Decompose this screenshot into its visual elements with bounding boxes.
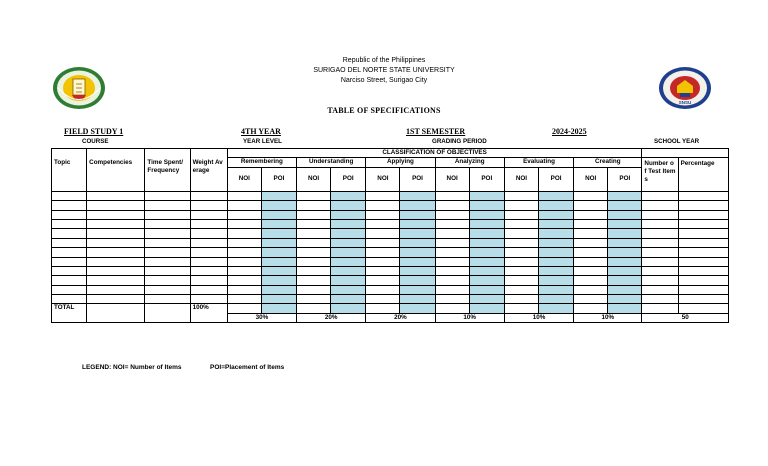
table-cell[interactable] <box>539 285 574 294</box>
table-cell[interactable] <box>331 285 366 294</box>
poi-header-applying: POI <box>400 167 435 191</box>
total-items: 50 <box>642 313 729 322</box>
table-cell[interactable] <box>261 238 296 247</box>
table-row <box>52 219 729 228</box>
table-cell[interactable] <box>435 276 469 285</box>
table-cell[interactable] <box>87 266 145 275</box>
table-cell[interactable] <box>190 210 227 219</box>
table-cell[interactable] <box>261 248 296 257</box>
school-year-label: SCHOOL YEAR <box>654 138 700 145</box>
table-cell[interactable] <box>52 238 87 247</box>
table-row <box>52 229 729 238</box>
table-cell[interactable] <box>87 210 145 219</box>
table-cell[interactable] <box>642 285 678 294</box>
total-time <box>145 304 190 323</box>
table-cell[interactable] <box>435 229 469 238</box>
table-row <box>52 266 729 275</box>
table-cell[interactable] <box>400 257 435 266</box>
table-cell[interactable] <box>297 248 331 257</box>
table-cell[interactable] <box>227 266 261 275</box>
weight-average-header: Weight Average <box>190 149 227 192</box>
table-cell[interactable] <box>190 191 227 200</box>
table-cell[interactable] <box>297 285 331 294</box>
table-cell[interactable] <box>87 229 145 238</box>
table-cell[interactable] <box>608 266 642 275</box>
table-cell[interactable] <box>297 295 331 304</box>
table-cell[interactable] <box>469 285 504 294</box>
table-cell[interactable] <box>574 248 608 257</box>
table-cell[interactable] <box>366 229 400 238</box>
table-cell[interactable] <box>608 257 642 266</box>
table-cell[interactable] <box>227 295 261 304</box>
table-cell[interactable] <box>190 201 227 210</box>
legend-noi: LEGEND: NOI= Number of Items <box>82 364 182 371</box>
total-cell <box>297 304 331 313</box>
table-cell[interactable] <box>366 276 400 285</box>
table-cell[interactable] <box>608 248 642 257</box>
poi-header-analyzing: POI <box>469 167 504 191</box>
table-cell[interactable] <box>469 276 504 285</box>
table-cell[interactable] <box>331 257 366 266</box>
year-level-label: YEAR LEVEL <box>243 138 282 145</box>
table-cell[interactable] <box>297 257 331 266</box>
table-row <box>52 276 729 285</box>
total-cell <box>504 304 538 313</box>
table-cell[interactable] <box>539 210 574 219</box>
table-cell[interactable] <box>366 219 400 228</box>
level-percent-applying: 20% <box>366 313 435 322</box>
table-cell[interactable] <box>190 276 227 285</box>
table-cell[interactable] <box>608 191 642 200</box>
table-cell[interactable] <box>469 295 504 304</box>
table-cell[interactable] <box>145 229 190 238</box>
total-cell <box>574 304 608 313</box>
table-cell[interactable] <box>642 201 678 210</box>
table-cell[interactable] <box>504 210 538 219</box>
table-cell[interactable] <box>504 191 538 200</box>
table-cell[interactable] <box>469 238 504 247</box>
total-cell <box>539 304 574 313</box>
table-cell[interactable] <box>678 285 728 294</box>
table-cell[interactable] <box>678 219 728 228</box>
table-cell[interactable] <box>261 266 296 275</box>
level-percent-creating: 10% <box>574 313 642 322</box>
table-cell[interactable] <box>261 276 296 285</box>
topic-header: Topic <box>52 149 87 192</box>
document-title: TABLE OF SPECIFICATIONS <box>327 106 441 115</box>
level-header-understanding: Understanding <box>297 158 366 167</box>
table-cell[interactable] <box>435 266 469 275</box>
table-cell[interactable] <box>539 191 574 200</box>
table-cell[interactable] <box>190 285 227 294</box>
table-cell[interactable] <box>331 276 366 285</box>
table-cell[interactable] <box>469 219 504 228</box>
table-cell[interactable] <box>297 201 331 210</box>
level-header-applying: Applying <box>366 158 435 167</box>
header-row-1 <box>52 149 729 158</box>
competencies-header: Competencies <box>87 149 145 192</box>
legend-poi: POI=Placement of Items <box>210 364 285 371</box>
table-cell[interactable] <box>297 229 331 238</box>
table-cell[interactable] <box>642 238 678 247</box>
total-row <box>52 304 729 313</box>
table-cell[interactable] <box>678 248 728 257</box>
table-cell[interactable] <box>642 191 678 200</box>
table-cell[interactable] <box>227 238 261 247</box>
table-cell[interactable] <box>574 238 608 247</box>
specification-table <box>51 148 729 323</box>
table-cell[interactable] <box>400 201 435 210</box>
table-cell[interactable] <box>297 266 331 275</box>
total-competencies <box>87 304 145 323</box>
table-cell[interactable] <box>400 295 435 304</box>
table-cell[interactable] <box>504 219 538 228</box>
table-cell[interactable] <box>435 219 469 228</box>
table-cell[interactable] <box>400 248 435 257</box>
total-label: TOTAL <box>52 304 87 323</box>
table-cell[interactable] <box>331 210 366 219</box>
table-cell[interactable] <box>261 191 296 200</box>
table-row <box>52 285 729 294</box>
table-cell[interactable] <box>574 191 608 200</box>
table-cell[interactable] <box>469 248 504 257</box>
course-label: COURSE <box>82 138 109 145</box>
table-cell[interactable] <box>87 238 145 247</box>
table-cell[interactable] <box>678 210 728 219</box>
right-logo-text: SNSU <box>678 100 692 105</box>
table-cell[interactable] <box>52 295 87 304</box>
table-cell[interactable] <box>574 295 608 304</box>
table-cell[interactable] <box>145 276 190 285</box>
table-cell[interactable] <box>87 248 145 257</box>
percentage-header: Percentage <box>678 158 728 191</box>
table-cell[interactable] <box>504 266 538 275</box>
table-cell[interactable] <box>539 201 574 210</box>
table-cell[interactable] <box>435 191 469 200</box>
table-row <box>52 248 729 257</box>
noi-header-analyzing: NOI <box>435 167 469 191</box>
grading-period-value: 1ST SEMESTER <box>406 127 466 136</box>
republic-line: Republic of the Philippines <box>342 57 426 64</box>
table-cell[interactable] <box>642 266 678 275</box>
table-cell[interactable] <box>331 229 366 238</box>
table-cell[interactable] <box>261 201 296 210</box>
table-cell[interactable] <box>400 266 435 275</box>
table-cell[interactable] <box>642 248 678 257</box>
noi-header-remembering: NOI <box>227 167 261 191</box>
level-header-creating: Creating <box>574 158 642 167</box>
table-cell[interactable] <box>145 285 190 294</box>
table-cell[interactable] <box>227 276 261 285</box>
table-cell[interactable] <box>678 191 728 200</box>
table-cell[interactable] <box>261 295 296 304</box>
noi-header-understanding: NOI <box>297 167 331 191</box>
table-cell[interactable] <box>400 229 435 238</box>
table-cell[interactable] <box>227 285 261 294</box>
table-cell[interactable] <box>261 229 296 238</box>
table-cell[interactable] <box>678 266 728 275</box>
table-cell[interactable] <box>52 266 87 275</box>
table-cell[interactable] <box>400 210 435 219</box>
table-cell[interactable] <box>400 276 435 285</box>
level-percent-evaluating: 10% <box>504 313 573 322</box>
table-cell[interactable] <box>400 285 435 294</box>
table-cell[interactable] <box>608 219 642 228</box>
table-cell[interactable] <box>52 285 87 294</box>
table-cell[interactable] <box>642 229 678 238</box>
table-cell[interactable] <box>261 210 296 219</box>
table-cell[interactable] <box>504 276 538 285</box>
table-cell[interactable] <box>190 257 227 266</box>
university-name: SURIGAO DEL NORTE STATE UNIVERSITY <box>313 67 455 74</box>
table-cell[interactable] <box>145 257 190 266</box>
school-year-value: 2024-2025 <box>552 127 587 136</box>
table-cell[interactable] <box>52 257 87 266</box>
table-cell[interactable] <box>261 219 296 228</box>
table-cell[interactable] <box>87 191 145 200</box>
table-cell[interactable] <box>574 285 608 294</box>
table-cell[interactable] <box>574 201 608 210</box>
table-cell[interactable] <box>331 219 366 228</box>
table-cell[interactable] <box>145 210 190 219</box>
table-cell[interactable] <box>608 276 642 285</box>
table-cell[interactable] <box>469 229 504 238</box>
noi-header-evaluating: NOI <box>504 167 538 191</box>
table-cell[interactable] <box>400 219 435 228</box>
noi-header-applying: NOI <box>366 167 400 191</box>
level-header-analyzing: Analyzing <box>435 158 504 167</box>
table-row <box>52 257 729 266</box>
table-cell[interactable] <box>227 210 261 219</box>
table-cell[interactable] <box>678 201 728 210</box>
table-cell[interactable] <box>297 219 331 228</box>
total-cell <box>261 304 296 313</box>
table-cell[interactable] <box>504 201 538 210</box>
table-cell[interactable] <box>297 276 331 285</box>
table-cell[interactable] <box>539 229 574 238</box>
table-cell[interactable] <box>261 257 296 266</box>
table-cell[interactable] <box>190 248 227 257</box>
table-cell[interactable] <box>190 266 227 275</box>
table-cell[interactable] <box>608 238 642 247</box>
table-cell[interactable] <box>227 191 261 200</box>
table-cell[interactable] <box>261 285 296 294</box>
table-cell[interactable] <box>539 276 574 285</box>
table-cell[interactable] <box>504 238 538 247</box>
table-cell[interactable] <box>52 248 87 257</box>
table-cell[interactable] <box>331 201 366 210</box>
table-cell[interactable] <box>608 285 642 294</box>
noi-header-creating: NOI <box>574 167 608 191</box>
table-cell[interactable] <box>366 257 400 266</box>
table-cell[interactable] <box>145 219 190 228</box>
table-cell[interactable] <box>366 285 400 294</box>
table-cell[interactable] <box>435 295 469 304</box>
total-cell <box>642 304 678 313</box>
grading-period-label: GRADING PERIOD <box>432 138 487 145</box>
table-cell[interactable] <box>87 257 145 266</box>
table-cell[interactable] <box>435 210 469 219</box>
table-cell[interactable] <box>678 238 728 247</box>
table-cell[interactable] <box>366 238 400 247</box>
table-cell[interactable] <box>469 191 504 200</box>
table-cell[interactable] <box>297 238 331 247</box>
table-cell[interactable] <box>227 201 261 210</box>
table-cell[interactable] <box>574 266 608 275</box>
total-cell <box>400 304 435 313</box>
table-cell[interactable] <box>227 219 261 228</box>
number-of-items-header: Number of Test Items <box>642 158 678 191</box>
table-cell[interactable] <box>297 210 331 219</box>
table-cell[interactable] <box>52 229 87 238</box>
table-cell[interactable] <box>642 219 678 228</box>
total-cell <box>678 304 728 313</box>
table-cell[interactable] <box>574 229 608 238</box>
table-cell[interactable] <box>52 210 87 219</box>
time-spent-header: Time Spent/ Frequency <box>145 149 190 192</box>
level-percent-remembering: 30% <box>227 313 296 322</box>
table-cell[interactable] <box>366 210 400 219</box>
table-cell[interactable] <box>574 210 608 219</box>
poi-header-creating: POI <box>608 167 642 191</box>
table-cell[interactable] <box>366 201 400 210</box>
table-cell[interactable] <box>145 295 190 304</box>
table-cell[interactable] <box>539 238 574 247</box>
total-cell <box>435 304 469 313</box>
table-cell[interactable] <box>504 295 538 304</box>
poi-header-evaluating: POI <box>539 167 574 191</box>
table-cell[interactable] <box>331 266 366 275</box>
table-cell[interactable] <box>331 238 366 247</box>
table-cell[interactable] <box>190 238 227 247</box>
table-cell[interactable] <box>469 201 504 210</box>
table-cell[interactable] <box>469 266 504 275</box>
table-row <box>52 210 729 219</box>
table-cell[interactable] <box>366 191 400 200</box>
table-cell[interactable] <box>366 248 400 257</box>
course-value: FIELD STUDY 1 <box>64 127 124 136</box>
level-percent-analyzing: 10% <box>435 313 504 322</box>
table-cell[interactable] <box>87 295 145 304</box>
table-cell[interactable] <box>608 210 642 219</box>
table-cell[interactable] <box>435 201 469 210</box>
table-cell[interactable] <box>539 248 574 257</box>
level-percent-understanding: 20% <box>297 313 366 322</box>
table-cell[interactable] <box>87 219 145 228</box>
table-cell[interactable] <box>539 266 574 275</box>
table-cell[interactable] <box>678 257 728 266</box>
table-cell[interactable] <box>331 295 366 304</box>
table-cell[interactable] <box>297 191 331 200</box>
table-row <box>52 238 729 247</box>
poi-header-understanding: POI <box>331 167 366 191</box>
table-cell[interactable] <box>678 229 728 238</box>
table-cell[interactable] <box>539 219 574 228</box>
table-cell[interactable] <box>52 219 87 228</box>
table-cell[interactable] <box>504 257 538 266</box>
classification-header: CLASSIFICATION OF OBJECTIVES <box>227 149 642 158</box>
total-weight: 100% <box>190 304 227 323</box>
table-cell[interactable] <box>87 201 145 210</box>
table-cell[interactable] <box>87 285 145 294</box>
total-cell <box>469 304 504 313</box>
table-cell[interactable] <box>145 201 190 210</box>
table-cell[interactable] <box>678 276 728 285</box>
table-cell[interactable] <box>366 266 400 275</box>
table-cell[interactable] <box>435 238 469 247</box>
total-cell <box>366 304 400 313</box>
table-cell[interactable] <box>539 295 574 304</box>
total-cell <box>227 304 261 313</box>
table-cell[interactable] <box>642 210 678 219</box>
table-cell[interactable] <box>87 276 145 285</box>
table-cell[interactable] <box>435 248 469 257</box>
table-cell[interactable] <box>190 295 227 304</box>
table-cell[interactable] <box>642 295 678 304</box>
table-cell[interactable] <box>435 285 469 294</box>
table-cell[interactable] <box>145 266 190 275</box>
table-row <box>52 191 729 200</box>
table-cell[interactable] <box>52 276 87 285</box>
table-cell[interactable] <box>400 238 435 247</box>
table-cell[interactable] <box>145 248 190 257</box>
table-cell[interactable] <box>435 257 469 266</box>
level-header-evaluating: Evaluating <box>504 158 573 167</box>
classification-header-blank <box>642 149 729 158</box>
table-cell[interactable] <box>469 257 504 266</box>
university-address: Narciso Street, Surigao City <box>340 77 428 84</box>
table-cell[interactable] <box>678 295 728 304</box>
table-cell[interactable] <box>504 285 538 294</box>
table-cell[interactable] <box>574 276 608 285</box>
table-cell[interactable] <box>642 257 678 266</box>
table-cell[interactable] <box>52 191 87 200</box>
table-cell[interactable] <box>539 257 574 266</box>
table-cell[interactable] <box>190 229 227 238</box>
table-cell[interactable] <box>52 201 87 210</box>
table-cell[interactable] <box>504 248 538 257</box>
table-row <box>52 201 729 210</box>
table-cell[interactable] <box>504 229 538 238</box>
total-cell <box>331 304 366 313</box>
table-cell[interactable] <box>145 238 190 247</box>
table-cell[interactable] <box>400 191 435 200</box>
table-cell[interactable] <box>145 191 190 200</box>
table-cell[interactable] <box>190 219 227 228</box>
poi-header-remembering: POI <box>261 167 296 191</box>
table-cell[interactable] <box>608 295 642 304</box>
table-cell[interactable] <box>366 295 400 304</box>
table-cell[interactable] <box>331 191 366 200</box>
level-header-remembering: Remembering <box>227 158 296 167</box>
table-cell[interactable] <box>227 257 261 266</box>
table-cell[interactable] <box>574 219 608 228</box>
table-cell[interactable] <box>642 276 678 285</box>
table-cell[interactable] <box>469 210 504 219</box>
total-cell <box>608 304 642 313</box>
year-level-value: 4TH YEAR <box>241 127 281 136</box>
table-cell[interactable] <box>574 257 608 266</box>
table-row <box>52 295 729 304</box>
table-cell[interactable] <box>331 248 366 257</box>
table-cell[interactable] <box>227 229 261 238</box>
table-cell[interactable] <box>608 229 642 238</box>
table-cell[interactable] <box>608 201 642 210</box>
table-cell[interactable] <box>227 248 261 257</box>
